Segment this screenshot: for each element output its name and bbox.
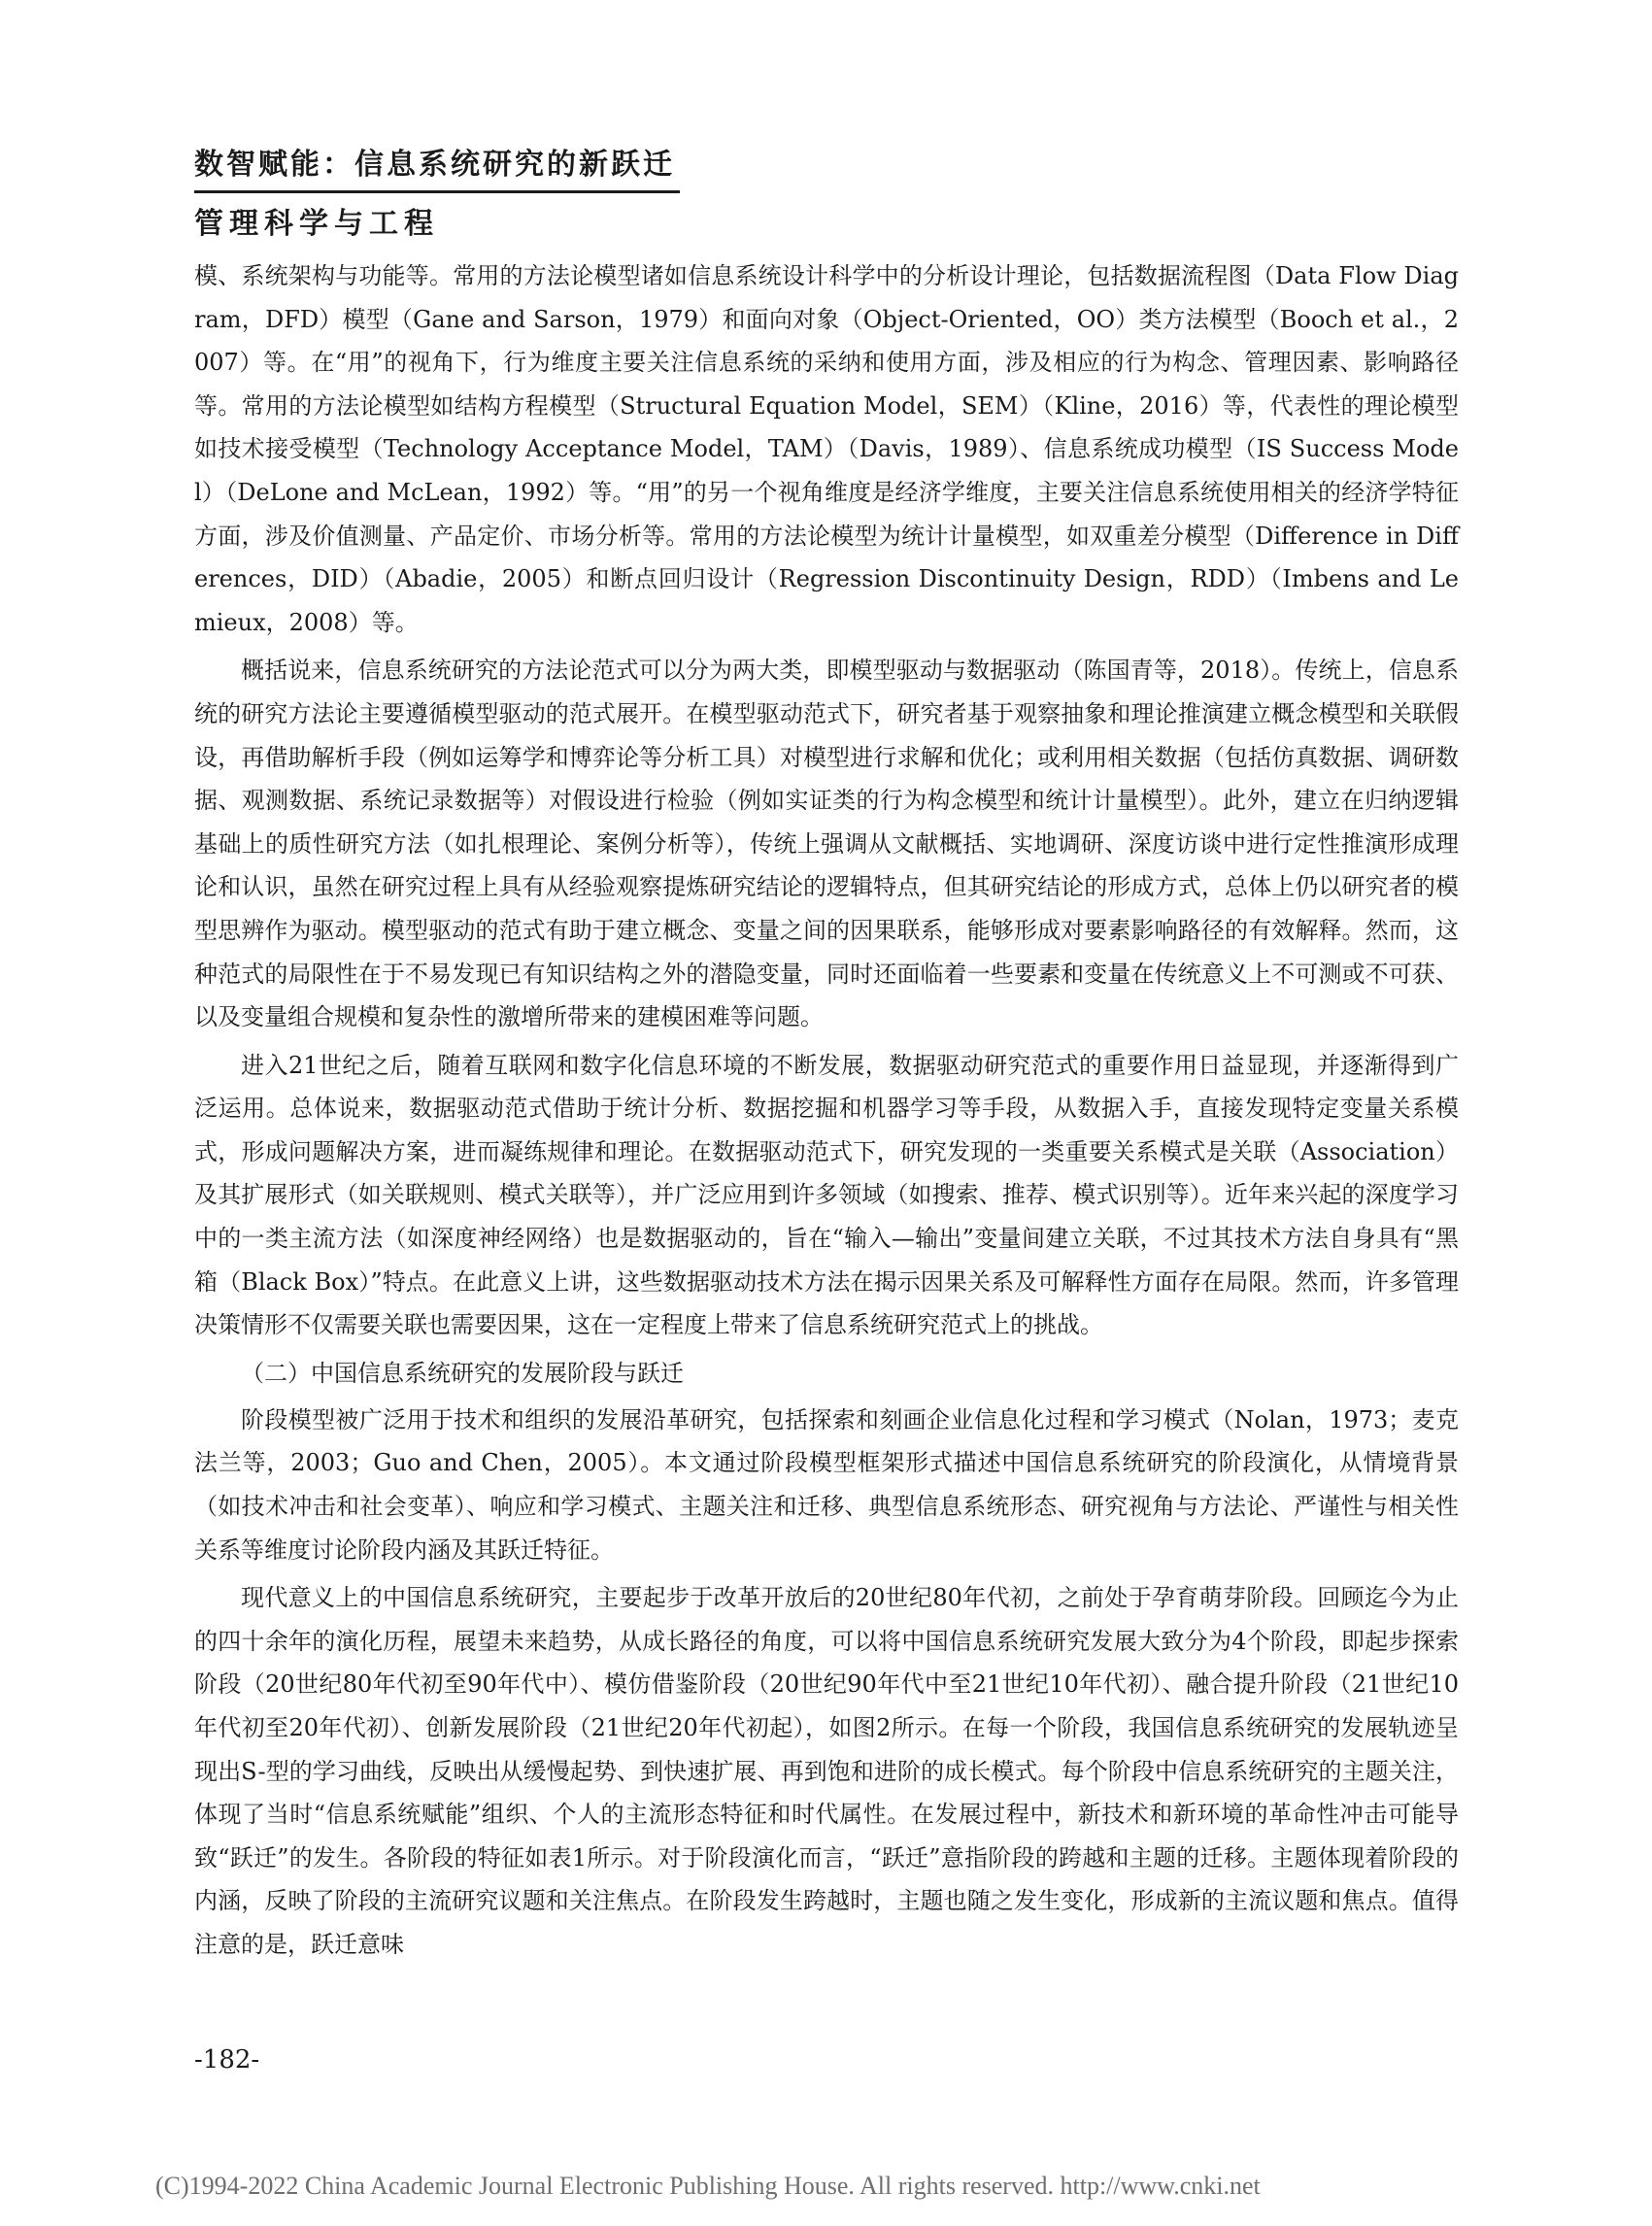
article-body: [194, 254, 1459, 1972]
body-paragraph: 模、系统架构与功能等。常用的方法论模型诸如信息系统设计科学中的分析设计理论，包括数据流程图（Data Flow Diagram，DFD）模型（Gane and Sarson，1979）和面向对象（Object-Oriented，OO）类方法模型（Booch et al.，2007）等。在“用”的视角下，行为维度主要关注信息系统的采纳和使用方面，涉及相应的行为构念、管理因素、影响路径等。常用的方法论模型如结构方程模型（Structural Equation Model，SEM）（Kline，2016）等，代表性的理论模型如技术接受模型（Technology Acceptance Model，TAM）（Davis，1989）、信息系统成功模型（IS Success Model）（DeLone and McLean，1992）等。“用”的另一个视角维度是经济学维度，主要关注信息系统使用相关的经济学特征方面，涉及价值测量、产品定价、市场分析等。常用的方法论模型为统计计量模型，如双重差分模型（Difference in Differences，DID）（Abadie，2005）和断点回归设计（Regression Discontinuity Design，RDD）（Imbens and Lemieux，2008）等。: [194, 262, 1459, 636]
journal-title: 数智赋能：信息系统研究的新跃迁: [194, 146, 680, 193]
copyright-notice: (C)1994-2022 China Academic Journal Electronic Publishing House. All rights reserved. http://www.cnki.net: [155, 2172, 1261, 2200]
body-paragraph: 进入21世纪之后，随着互联网和数字化信息环境的不断发展，数据驱动研究范式的重要作用日益显现，并逐渐得到广泛运用。总体说来，数据驱动范式借助于统计分析、数据挖掘和机器学习等手段，从数据入手，直接发现特定变量关系模式，形成问题解决方案，进而凝练规律和理论。在数据驱动范式下，研究发现的一类重要关系模式是关联（Association）及其扩展形式（如关联规则、模式关联等），并广泛应用到许多领域（如搜索、推荐、模式识别等）。近年来兴起的深度学习中的一类主流方法（如深度神经网络）也是数据驱动的，旨在“输入—输出”变量间建立关联，不过其技术方法自身具有“黑箱（Black Box）”特点。在此意义上讲，这些数据驱动技术方法在揭示因果关系及可解释性方面存在局限。然而，许多管理决策情形不仅需要关联也需要因果，这在一定程度上带来了信息系统研究范式上的挑战。: [194, 1051, 1459, 1339]
section-subheading: （二）中国信息系统研究的发展阶段与跃迁: [241, 1359, 684, 1387]
body-paragraph: 阶段模型被广泛用于技术和组织的发展沿革研究，包括探索和刻画企业信息化过程和学习模式（Nolan，1973；麦克法兰等，2003；Guo and Chen，2005）。本文通过阶段模型框架形式描述中国信息系统研究的阶段演化，从情境背景（如技术冲击和社会变革）、响应和学习模式、主题关注和迁移、典型信息系统形态、研究视角与方法论、严谨性与相关性关系等维度讨论阶段内涵及其跃迁特征。: [194, 1405, 1459, 1564]
section-title: 管理科学与工程: [194, 207, 439, 241]
body-paragraph: 概括说来，信息系统研究的方法论范式可以分为两大类，即模型驱动与数据驱动（陈国青等，2018）。传统上，信息系统的研究方法论主要遵循模型驱动的范式展开。在模型驱动范式下，研究者基于观察抽象和理论推演建立概念模型和关联假设，再借助解析手段（例如运筹学和博弈论等分析工具）对模型进行求解和优化；或利用相关数据（包括仿真数据、调研数据、观测数据、系统记录数据等）对假设进行检验（例如实证类的行为构念模型和统计计量模型）。此外，建立在归纳逻辑基础上的质性研究方法（如扎根理论、案例分析等），传统上强调从文献概括、实地调研、深度访谈中进行定性推演形成理论和认识，虽然在研究过程上具有从经验观察提炼研究结论的逻辑特点，但其研究结论的形成方式，总体上仍以研究者的模型思辨作为驱动。模型驱动的范式有助于建立概念、变量之间的因果联系，能够形成对要素影响路径的有效解释。然而，这种范式的局限性在于不易发现已有知识结构之外的潜隐变量，同时还面临着一些要素和变量在传统意义上不可测或不可获、以及变量组合规模和复杂性的激增所带来的建模困难等问题。: [194, 657, 1459, 1031]
body-paragraph: 现代意义上的中国信息系统研究，主要起步于改革开放后的20世纪80年代初，之前处于孕育萌芽阶段。回顾迄今为止的四十余年的演化历程，展望未来趋势，从成长路径的角度，可以将中国信息系统研究发展大致分为4个阶段，即起步探索阶段（20世纪80年代初至90年代中）、模仿借鉴阶段（20世纪90年代中至21世纪10年代初）、融合提升阶段（21世纪10年代初至20年代初）、创新发展阶段（21世纪20年代初起），如图2所示。在每一个阶段，我国信息系统研究的发展轨迹呈现出S-型的学习曲线，反映出从缓慢起势、到快速扩展、再到饱和进阶的成长模式。每个阶段中信息系统研究的主题关注，体现了当时“信息系统赋能”组织、个人的主流形态特征和时代属性。在发展过程中，新技术和新环境的革命性冲击可能导致“跃迁”的发生。各阶段的特征如表1所示。对于阶段演化而言，“跃迁”意指阶段的跨越和主题的迁移。主题体现着阶段的内涵，反映了阶段的主流研究议题和关注焦点。在阶段发生跨越时，主题也随之发生变化，形成新的主流议题和焦点。值得注意的是，跃迁意味: [194, 1584, 1459, 1958]
running-header: [194, 146, 680, 244]
page-number: -182-: [194, 2045, 260, 2074]
